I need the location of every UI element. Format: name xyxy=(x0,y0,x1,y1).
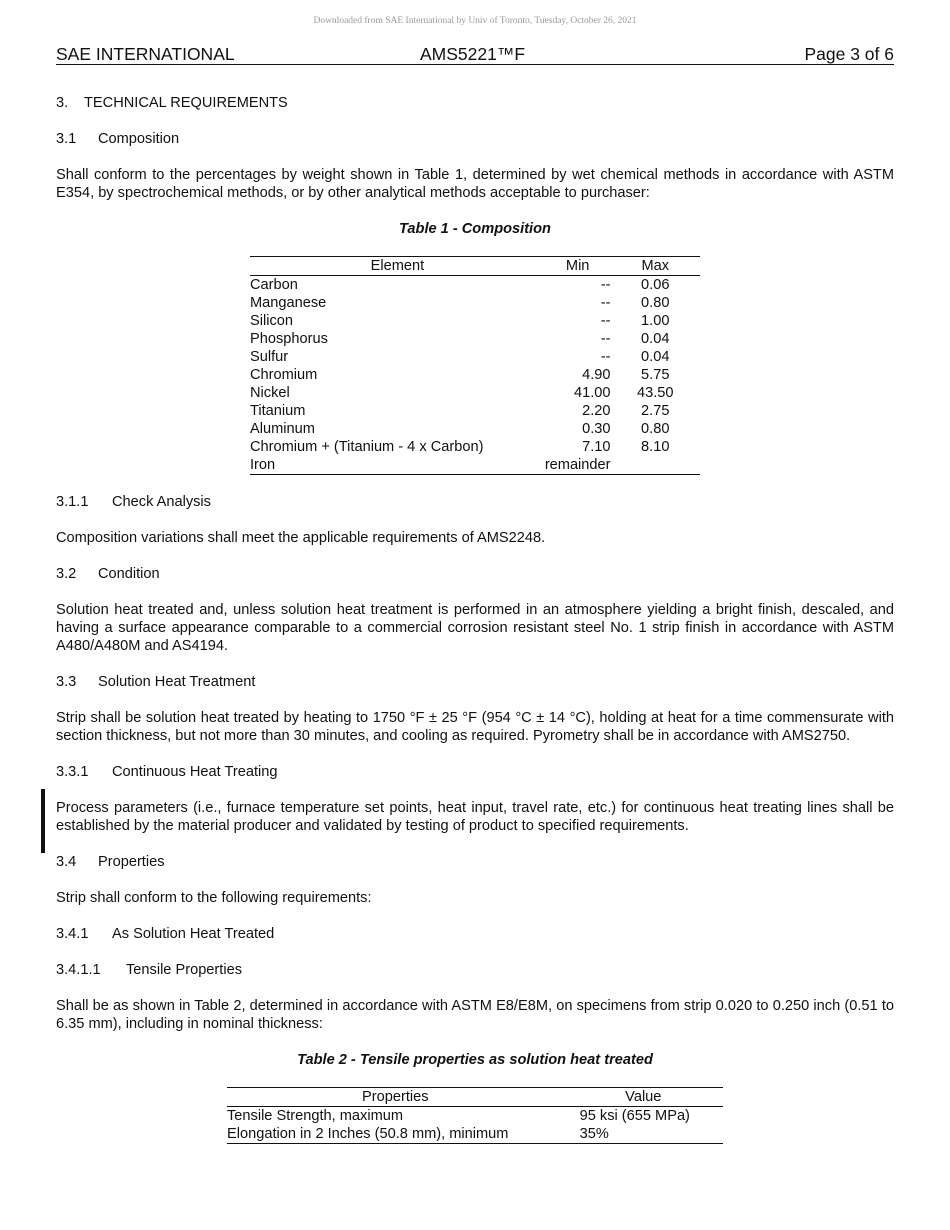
header-document-number: AMS5221™F xyxy=(420,44,526,64)
cell-max: 8.10 xyxy=(641,439,670,455)
section-number: 3.2 xyxy=(56,566,77,582)
table-row xyxy=(250,456,700,475)
table-row xyxy=(250,402,700,420)
column-header-max: Max xyxy=(611,257,700,276)
cell-max: 0.04 xyxy=(641,349,670,365)
cell-value: 95 ksi (655 MPa) xyxy=(579,1108,690,1124)
cell-min: -- xyxy=(600,295,611,311)
section-heading-3-1-1 xyxy=(56,493,894,511)
cell-max: 0.04 xyxy=(641,331,670,347)
section-title: Composition xyxy=(98,131,180,147)
section-title: Properties xyxy=(98,854,165,870)
section-heading-3-1 xyxy=(56,130,894,148)
paragraph-3-1: Shall conform to the percentages by weight shown in Table 1, determined by wet chemical methods in accordance with ASTM E354, by spectrochemical methods, or by other analytical methods acceptable to purchaser: xyxy=(56,167,894,201)
section-heading-3-2 xyxy=(56,565,894,583)
section-number: 3.4.1 xyxy=(56,926,89,942)
cell-element: Nickel xyxy=(250,385,290,401)
section-heading-3-4-1 xyxy=(56,925,894,943)
cell-min: 7.10 xyxy=(582,439,611,455)
cell-element: Carbon xyxy=(250,277,298,293)
column-header-min: Min xyxy=(545,257,611,276)
composition-table xyxy=(250,256,700,475)
section-heading-3-3-1 xyxy=(56,763,894,781)
cell-max: 0.80 xyxy=(641,295,670,311)
cell-element: Chromium xyxy=(250,367,318,383)
document-body xyxy=(56,94,894,1144)
cell-min: 2.20 xyxy=(582,403,611,419)
section-title: Condition xyxy=(98,566,160,582)
section-title: Check Analysis xyxy=(112,494,211,510)
cell-max: 0.06 xyxy=(641,277,670,293)
paragraph-3-3-1: Process parameters (i.e., furnace temperature set points, heat input, travel rate, etc.) for continuous heat treating lines shall be established by the material producer and validated by testing of product to specified requirements. xyxy=(56,800,894,834)
section-title: Tensile Properties xyxy=(126,962,242,978)
tensile-properties-table xyxy=(227,1087,723,1144)
table-row xyxy=(250,438,700,456)
section-number: 3.4 xyxy=(56,854,77,870)
cell-element: Chromium + (Titanium - 4 x Carbon) xyxy=(250,439,484,455)
section-number: 3.4.1.1 xyxy=(56,962,101,978)
cell-max: 5.75 xyxy=(641,367,670,383)
cell-min: 0.30 xyxy=(582,421,611,437)
section-heading-3 xyxy=(56,94,894,112)
table-row xyxy=(250,294,700,312)
cell-min: remainder xyxy=(544,457,611,473)
table-header-row xyxy=(250,257,700,276)
paragraph-3-4: Strip shall conform to the following requirements: xyxy=(56,890,372,906)
cell-min: -- xyxy=(600,331,611,347)
section-number: 3.3 xyxy=(56,674,77,690)
section-title: Continuous Heat Treating xyxy=(112,764,278,780)
paragraph-3-4-1-1: Shall be as shown in Table 2, determined in accordance with ASTM E8/E8M, on specimens from strip 0.020 to 0.250 inch (0.51 to 6.35 mm), including in nominal thickness: xyxy=(56,998,894,1032)
section-number: 3.3.1 xyxy=(56,764,89,780)
paragraph-3-1-1: Composition variations shall meet the applicable requirements of AMS2248. xyxy=(56,530,546,546)
cell-element: Silicon xyxy=(250,313,293,329)
cell-property: Elongation in 2 Inches (50.8 mm), minimum xyxy=(227,1126,509,1142)
table-row xyxy=(250,276,700,295)
table-1-caption: Table 1 - Composition xyxy=(399,221,551,237)
revision-change-bar xyxy=(41,789,45,853)
cell-min: -- xyxy=(600,313,611,329)
cell-element: Iron xyxy=(250,457,276,473)
paragraph-3-2: Solution heat treated and, unless solution heat treatment is performed in an atmosphere yielding a bright finish, descaled, and having a surface appearance comparable to a commercial corrosion resistant steel No. 1 strip finish in accordance with ASTM A480/A480M and AS4194. xyxy=(56,602,894,654)
cell-element: Aluminum xyxy=(250,421,315,437)
table-row xyxy=(227,1125,723,1144)
cell-value: 35% xyxy=(579,1126,609,1142)
table-row xyxy=(250,330,700,348)
cell-element: Phosphorus xyxy=(250,331,328,347)
table-row xyxy=(250,384,700,402)
cell-max: 43.50 xyxy=(636,385,674,401)
cell-min: 4.90 xyxy=(582,367,611,383)
column-header-element: Element xyxy=(250,257,545,276)
section-heading-3-4 xyxy=(56,853,894,871)
cell-property: Tensile Strength, maximum xyxy=(227,1108,404,1124)
section-number: 3. xyxy=(56,95,69,111)
table-row xyxy=(250,312,700,330)
cell-min: -- xyxy=(600,349,611,365)
header-page-number: Page 3 of 6 xyxy=(804,44,894,64)
cell-min: 41.00 xyxy=(573,385,611,401)
column-header-properties: Properties xyxy=(227,1088,564,1107)
section-title: Solution Heat Treatment xyxy=(98,674,256,690)
table-row xyxy=(227,1107,723,1126)
paragraph-3-3: Strip shall be solution heat treated by heating to 1750 °F ± 25 °F (954 °C ± 14 °C), holding at heat for a time commensurate with section thickness, but not more than 30 minutes, and cooling as required. Pyrometry shall be in accordance with AMS2750. xyxy=(56,710,894,744)
column-header-value: Value xyxy=(564,1088,723,1107)
section-heading-3-4-1-1 xyxy=(56,961,894,979)
cell-element: Titanium xyxy=(250,403,306,419)
table-row xyxy=(250,348,700,366)
section-number: 3.1.1 xyxy=(56,494,89,510)
section-title: As Solution Heat Treated xyxy=(112,926,275,942)
table-header-row xyxy=(227,1088,723,1107)
cell-min: -- xyxy=(600,277,611,293)
cell-element: Sulfur xyxy=(250,349,289,365)
header-organization: SAE INTERNATIONAL xyxy=(56,44,235,64)
cell-max: 1.00 xyxy=(641,313,670,329)
table-row xyxy=(250,420,700,438)
cell-max xyxy=(611,456,700,475)
section-title: TECHNICAL REQUIREMENTS xyxy=(84,95,288,111)
cell-max: 0.80 xyxy=(641,421,670,437)
cell-element: Manganese xyxy=(250,295,327,311)
download-watermark: Downloaded from SAE International by Univ of Toronto, Tuesday, October 26, 2021 xyxy=(313,16,637,26)
cell-max: 2.75 xyxy=(641,403,670,419)
table-2-caption: Table 2 - Tensile properties as solution heat treated xyxy=(297,1052,653,1068)
section-heading-3-3 xyxy=(56,673,894,691)
page-header xyxy=(56,44,894,65)
table-row xyxy=(250,366,700,384)
section-number: 3.1 xyxy=(56,131,77,147)
